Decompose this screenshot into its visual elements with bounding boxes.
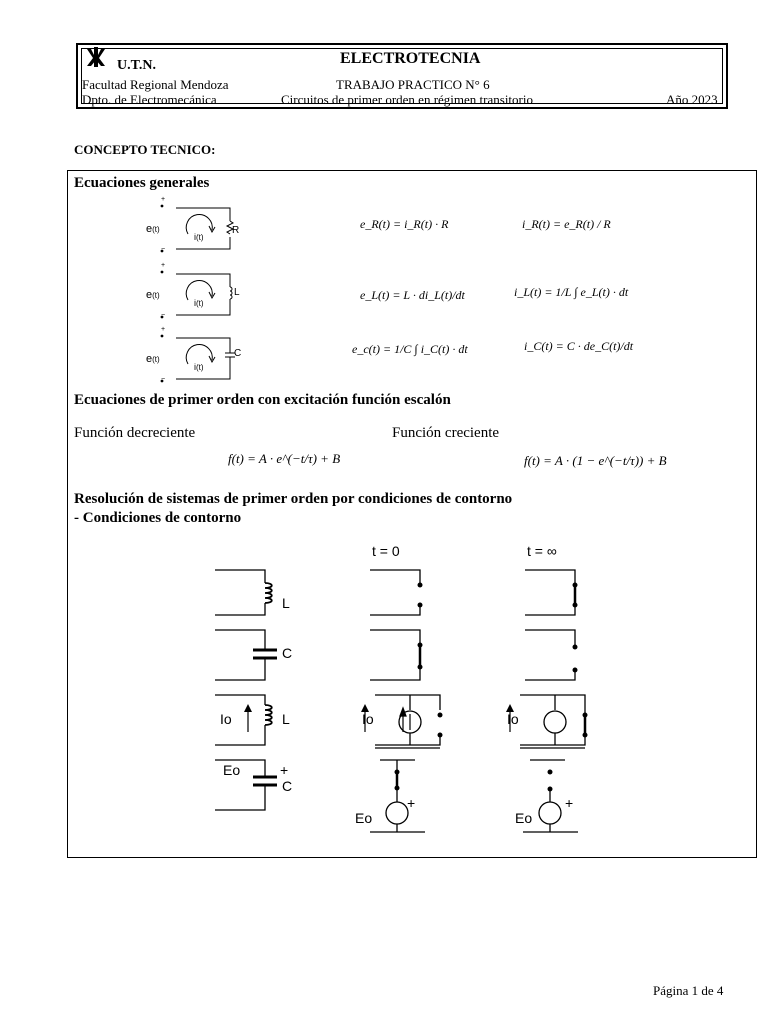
practice-subject: Circuitos de primer orden en régimen transitorio (281, 92, 533, 107)
source-subscript: (t) (152, 291, 160, 300)
current-source-label-left: Io (220, 711, 232, 727)
voltage-source-label-left: Eo (223, 762, 241, 778)
circuit-capacitor (146, 326, 246, 388)
circuit-inductor (146, 262, 246, 324)
equation-eC: e_c(t) = 1/C ∫ i_C(t) · dt (352, 342, 468, 356)
current-source-label-tinf: Io (507, 711, 519, 727)
plus-sign: + (161, 326, 166, 333)
source-subscript: (t) (152, 355, 160, 364)
boundary-row-voltage-source (210, 755, 590, 835)
voltage-source-plus-tinf: + (565, 795, 574, 811)
current-subscript: (t) (196, 363, 204, 372)
equation-iL: i_L(t) = 1/L ∫ e_L(t) · dt (514, 285, 629, 299)
first-order-heading: Ecuaciones de primer orden con excitación función escalón (74, 392, 451, 408)
increasing-function-label: Función creciente (392, 425, 500, 441)
general-equations-heading: Ecuaciones generales (74, 175, 210, 191)
equation-iR: i_R(t) = e_R(t) / R (522, 217, 611, 231)
equation-iC: i_C(t) = C · de_C(t)/dt (524, 339, 634, 353)
voltage-source-label-t0: Eo (355, 810, 373, 826)
faculty-name: Facultad Regional Mendoza (82, 77, 229, 92)
minus-sign: − (161, 376, 166, 383)
current-symbol: i (194, 298, 196, 308)
utn-logo-icon (85, 46, 107, 68)
plus-sign: + (161, 262, 166, 269)
element-label-c: C (234, 348, 242, 359)
source-symbol: e (146, 223, 153, 235)
element-label-l: L (234, 287, 240, 298)
year-label: Año 2023 (666, 92, 718, 107)
current-source-label-t0: Io (362, 711, 374, 727)
minus-sign: − (161, 312, 166, 319)
capacitor-label: C (282, 645, 293, 661)
inductor-label: L (282, 595, 290, 611)
increasing-function-equation: f(t) = A · (1 − e^(−t/τ)) + B (524, 453, 667, 468)
institution-name: U.T.N. (117, 58, 157, 73)
current-subscript: (t) (196, 233, 204, 242)
current-subscript: (t) (196, 299, 204, 308)
boundary-row-capacitor (210, 625, 590, 685)
column-label-tinf: t = ∞ (527, 543, 557, 559)
resolution-heading: Resolución de sistemas de primer orden por condiciones de contorno (74, 491, 513, 507)
minus-sign: − (161, 246, 166, 253)
decreasing-function-equation: f(t) = A · e^(−t/τ) + B (228, 451, 341, 466)
voltage-source-plus-t0: + (407, 795, 416, 811)
boundary-row-current-source (210, 690, 590, 755)
circuit-resistor (146, 196, 246, 258)
boundary-conditions-subheading: - Condiciones de contorno (74, 510, 242, 526)
plus-sign: + (161, 196, 166, 203)
equation-eL: e_L(t) = L · di_L(t)/dt (360, 288, 465, 302)
voltage-source-label-tinf: Eo (515, 810, 533, 826)
source-symbol: e (146, 289, 153, 301)
capacitor-label-row4: C (282, 778, 293, 794)
practice-number: TRABAJO PRACTICO N° 6 (336, 77, 490, 92)
capacitor-plus-sign: + (280, 762, 289, 778)
decreasing-function-label: Función decreciente (74, 425, 196, 441)
document-title: ELECTROTECNIA (340, 50, 481, 67)
department-name: Dpto. de Electromecánica (82, 92, 217, 107)
current-symbol: i (194, 232, 196, 242)
source-symbol: e (146, 353, 153, 365)
boundary-row-inductor (210, 565, 590, 620)
current-symbol: i (194, 362, 196, 372)
inductor-label-row3: L (282, 711, 290, 727)
source-subscript: (t) (152, 225, 160, 234)
page-number: Página 1 de 4 (653, 983, 724, 998)
section-heading: CONCEPTO TECNICO: (74, 142, 216, 157)
equation-eR: e_R(t) = i_R(t) · R (360, 217, 449, 231)
column-label-t0: t = 0 (372, 543, 400, 559)
element-label-r: R (232, 225, 240, 236)
